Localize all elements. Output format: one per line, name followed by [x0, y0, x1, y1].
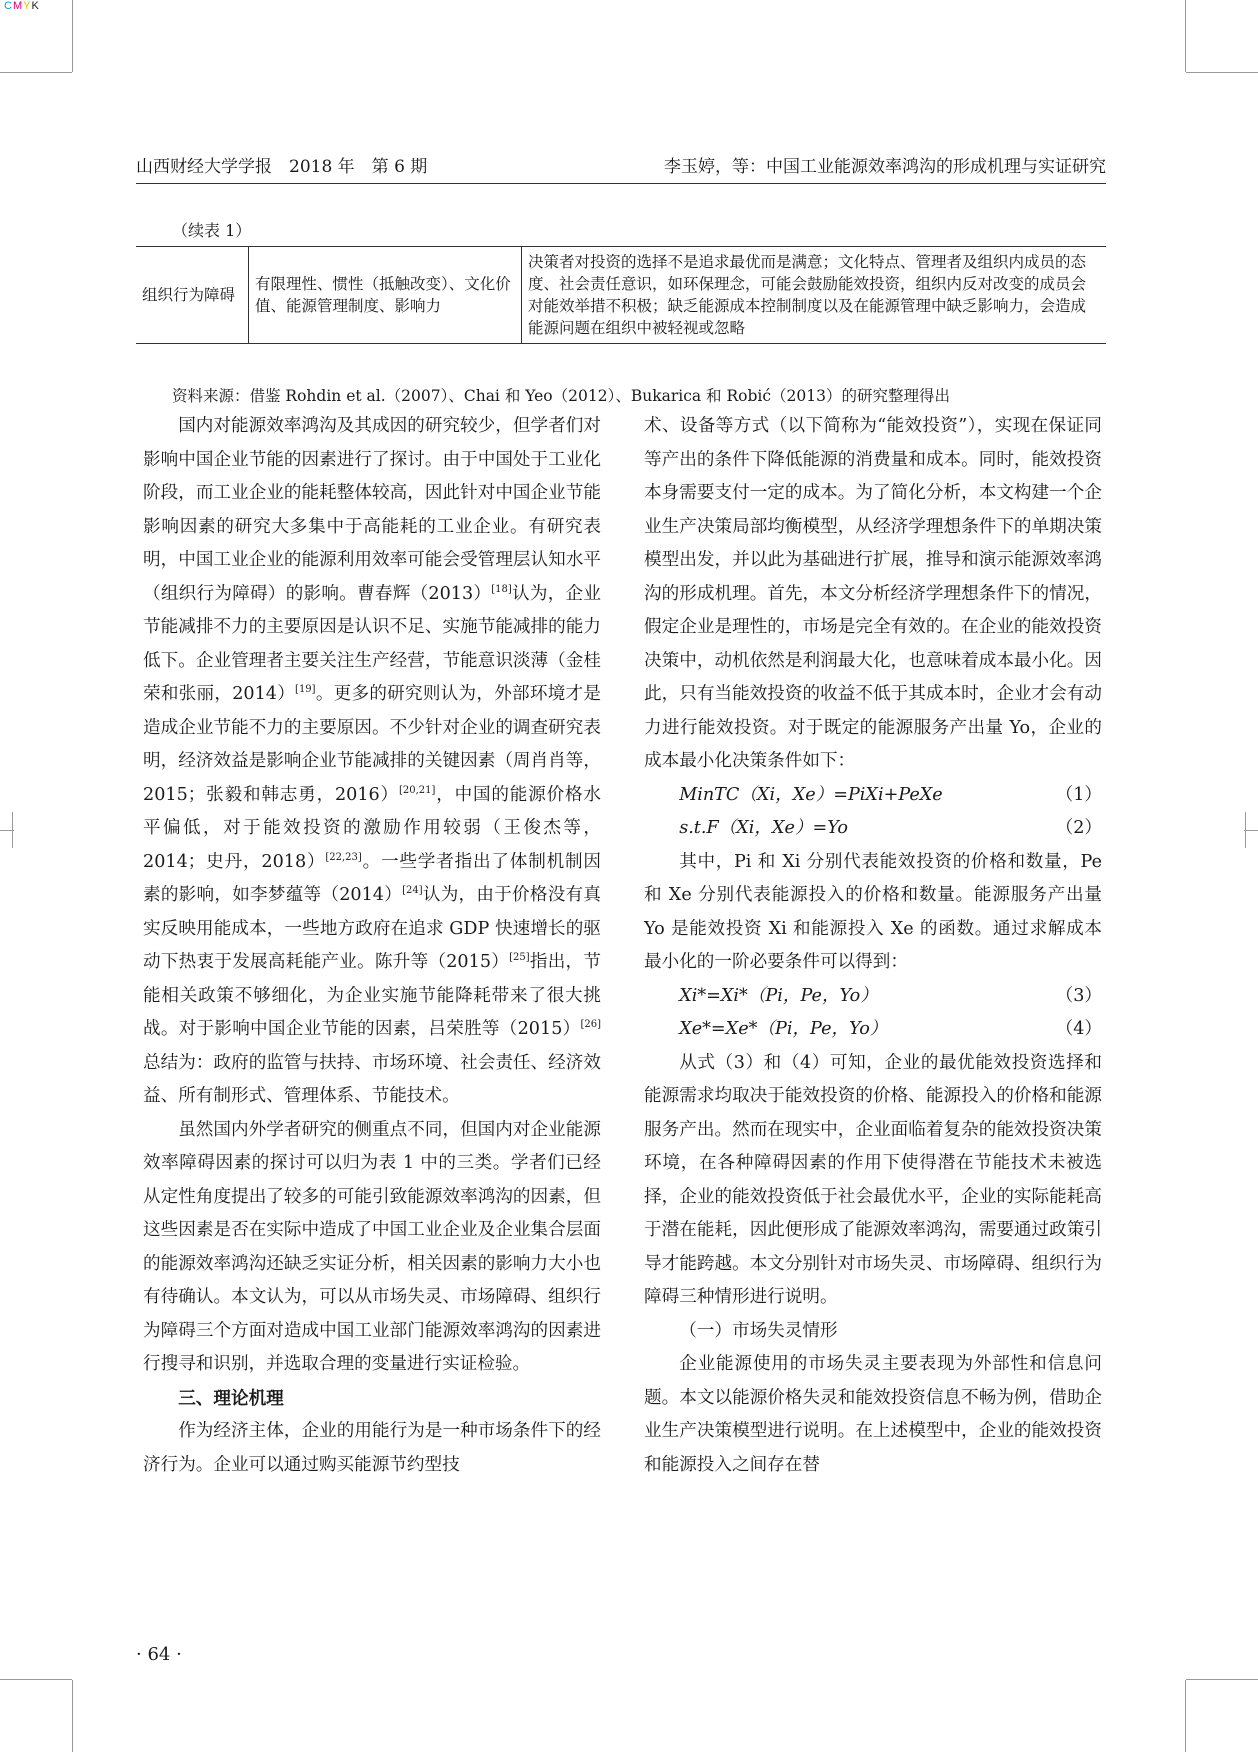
equation-number: （4）	[1055, 1019, 1102, 1039]
cmyk-m: M	[12, 0, 24, 12]
citation: [19]	[295, 684, 316, 696]
crop-mark	[1245, 812, 1246, 848]
running-header-article: 李玉婷，等：中国工业能源效率鸿沟的形成机理与实证研究	[664, 157, 1106, 177]
crop-mark	[1244, 830, 1258, 831]
crop-mark	[72, 0, 73, 72]
text-run: 。更多的研究则认为，外部环境才是造成企业节能不力的主要原因。不少针对企业的调查研究表明，经济效益是影响企业节能减排的关键因素（周肖肖等，2015；张毅和韩志勇，2016）	[143, 684, 601, 805]
text-run: 总结为：政府的监管与扶持、市场环境、社会责任、经济效益、所有制形式、管理体系、节能技术。	[143, 1052, 601, 1106]
citation: [18]	[491, 583, 512, 595]
text-run: ，中国的能源价格水平偏低，对于能效投资的激励作用较弱（王俊杰等，2014；史丹，2018）	[143, 784, 601, 872]
crop-mark	[12, 812, 13, 848]
citation: [26]	[580, 1019, 601, 1031]
equation-4	[644, 1013, 1102, 1047]
header-divider	[136, 183, 1106, 184]
equation-number: （2）	[1055, 818, 1102, 838]
equation-text: s.t.F（Xi，Xe）=Yo	[679, 818, 848, 838]
table-source-note: 资料来源：借鉴 Rohdin et al.（2007）、Chai 和 Yeo（2012）、Bukarica 和 Robić（2013）的研究整理得出	[172, 387, 950, 405]
paragraph: 从式（3）和（4）可知，企业的最优能效投资选择和能源需求均取决于能效投资的价格、能源投入的价格和能源服务产出。然而在现实中，企业面临着复杂的能效投资决策环境，在各种障碍因素的作用下使得潜在节能技术未被选择，企业的能效投资低于社会最优水平，企业的实际能耗高于潜在能耗，因此便形成了能源效率鸿沟，需要通过政策引导才能跨越。本文分别针对市场失灵、市场障碍、组织行为障碍三种情形进行说明。	[644, 1052, 1102, 1307]
paragraph: 虽然国内外学者研究的侧重点不同，但国内对企业能源效率障碍因素的探讨可以归为表 1 中的三类。学者们已经从定性角度提出了较多的可能引致能源效率鸿沟的因素，但这些因素是否在实际中造成了中国工业企业及企业集合层面的能源效率鸿沟还缺乏实证分析，相关因素的影响力大小也有待确认。本文认为，可以从市场失灵、市场障碍、组织行为障碍三个方面对造成中国工业部门能源效率鸿沟的因素进行搜寻和识别，并选取合理的变量进行实证检验。	[143, 1119, 601, 1374]
equation-3	[644, 980, 1102, 1014]
crop-mark	[0, 1679, 72, 1680]
crop-mark	[1186, 72, 1258, 73]
table-cell-category: 组织行为障碍	[142, 286, 236, 304]
table-cell-factors: 有限理性、惯性（抵触改变）、文化价值、能源管理制度、影响力	[249, 247, 522, 344]
crop-mark	[1186, 1679, 1258, 1680]
page-number: · 64 ·	[136, 1644, 182, 1665]
paragraph: 其中，Pi 和 Xi 分别代表能效投资的价格和数量，Pe 和 Xe 分别代表能源投入的价格和数量。能源服务产出量 Yo 是能效投资 Xi 和能源投入 Xe 的函数。通过求解成本最小化的一阶必要条件可以得到：	[644, 851, 1102, 972]
crop-mark	[1185, 0, 1186, 72]
subsection-heading: （一）市场失灵情形	[679, 1320, 838, 1341]
equation-text: Xe*=Xe*（Pi，Pe，Yo）	[679, 1019, 888, 1039]
text-run: 认为，企业节能减排不力的主要原因是认识不足、实施节能减排的能力低下。企业管理者主要关注生产经营，节能意识淡薄（金桂荣和张丽，2014）	[143, 583, 601, 704]
text-run: 认为，由于价格没有真实反映用能成本，一些地方政府在追求 GDP 快速增长的驱动下热衷于发展高耗能产业。陈升等（2015）	[143, 885, 601, 972]
equation-2	[644, 812, 1102, 846]
text-run: 。一些学者指出了体制机制因素的影响，如李梦蕴等（2014）	[143, 851, 601, 905]
equation-text: Xi*=Xi*（Pi，Pe，Yo）	[679, 985, 878, 1006]
crop-mark	[72, 1680, 73, 1752]
right-column	[644, 410, 1102, 1482]
equation-number: （1）	[1055, 784, 1102, 805]
table-1-continued	[136, 246, 1106, 344]
cmyk-c: C	[4, 0, 13, 12]
citation: [20,21]	[398, 784, 436, 796]
citation: [25]	[509, 952, 530, 964]
text-run: 国内对能源效率鸿沟及其成因的研究较少，但学者们对影响中国企业节能的因素进行了探讨。由于中国处于工业化阶段，而工业企业的能耗整体较高，因此针对中国企业节能影响因素的研究大多集中于高能耗的工业企业。有研究表明，中国工业企业的能源利用效率可能会受管理层认知水平（组织行为障碍）的影响。曹春辉（2013）	[143, 416, 601, 604]
section-heading: 三、理论机理	[178, 1387, 284, 1409]
text-run: 指出，节能相关政策不够细化，为企业实施节能降耗带来了很大挑战。对于影响中国企业节能的因素，吕荣胜等（2015）	[143, 952, 601, 1039]
equation-number: （3）	[1055, 985, 1102, 1006]
equation-1	[644, 779, 1102, 813]
equation-text: MinTC（Xi，Xe）=PiXi+PeXe	[679, 784, 943, 805]
running-header-journal: 山西财经大学学报 2018 年 第 6 期	[136, 157, 428, 177]
crop-mark	[1185, 1680, 1186, 1752]
cmyk-marks	[4, 0, 40, 12]
table-cell-description: 决策者对投资的选择不是追求最优而是满意；文化特点、管理者及组织内成员的态度、社会责任意识，如环保理念，可能会鼓励能效投资，组织内反对改变的成员会对能效举措不积极；缺乏能源成本控制制度以及在能源管理中缺乏影响力，会造成能源问题在组织中被轻视或忽略	[522, 247, 1107, 344]
table-row	[136, 247, 1106, 344]
table-caption: （续表 1）	[172, 221, 252, 240]
citation: [22,23]	[325, 851, 362, 863]
cmyk-k: K	[31, 0, 40, 12]
paragraph	[143, 410, 601, 1114]
crop-mark	[0, 72, 72, 73]
citation: [24]	[402, 885, 423, 897]
paragraph: 作为经济主体，企业的用能行为是一种市场条件下的经济行为。企业可以通过购买能源节约型技	[143, 1421, 601, 1475]
left-column	[143, 410, 601, 1482]
paragraph: 术、设备等方式（以下简称为“能效投资”），实现在保证同等产出的条件下降低能源的消费量和成本。同时，能效投资本身需要支付一定的成本。为了简化分析，本文构建一个企业生产决策局部均衡模型，从经济学理想条件下的单期决策模型出发，并以此为基础进行扩展，推导和演示能源效率鸿沟的形成机理。首先，本文分析经济学理想条件下的情况，假定企业是理性的，市场是完全有效的。在企业的能效投资决策中，动机依然是利润最大化，也意味着成本最小化。因此，只有当能效投资的收益不低于其成本时，企业才会有动力进行能效投资。对于既定的能源服务产出量 Yo，企业的成本最小化决策条件如下：	[644, 416, 1102, 771]
cmyk-y: Y	[23, 0, 32, 12]
paragraph: 企业能源使用的市场失灵主要表现为外部性和信息问题。本文以能源价格失灵和能效投资信息不畅为例，借助企业生产决策模型进行说明。在上述模型中，企业的能效投资和能源投入之间存在替	[644, 1354, 1102, 1475]
